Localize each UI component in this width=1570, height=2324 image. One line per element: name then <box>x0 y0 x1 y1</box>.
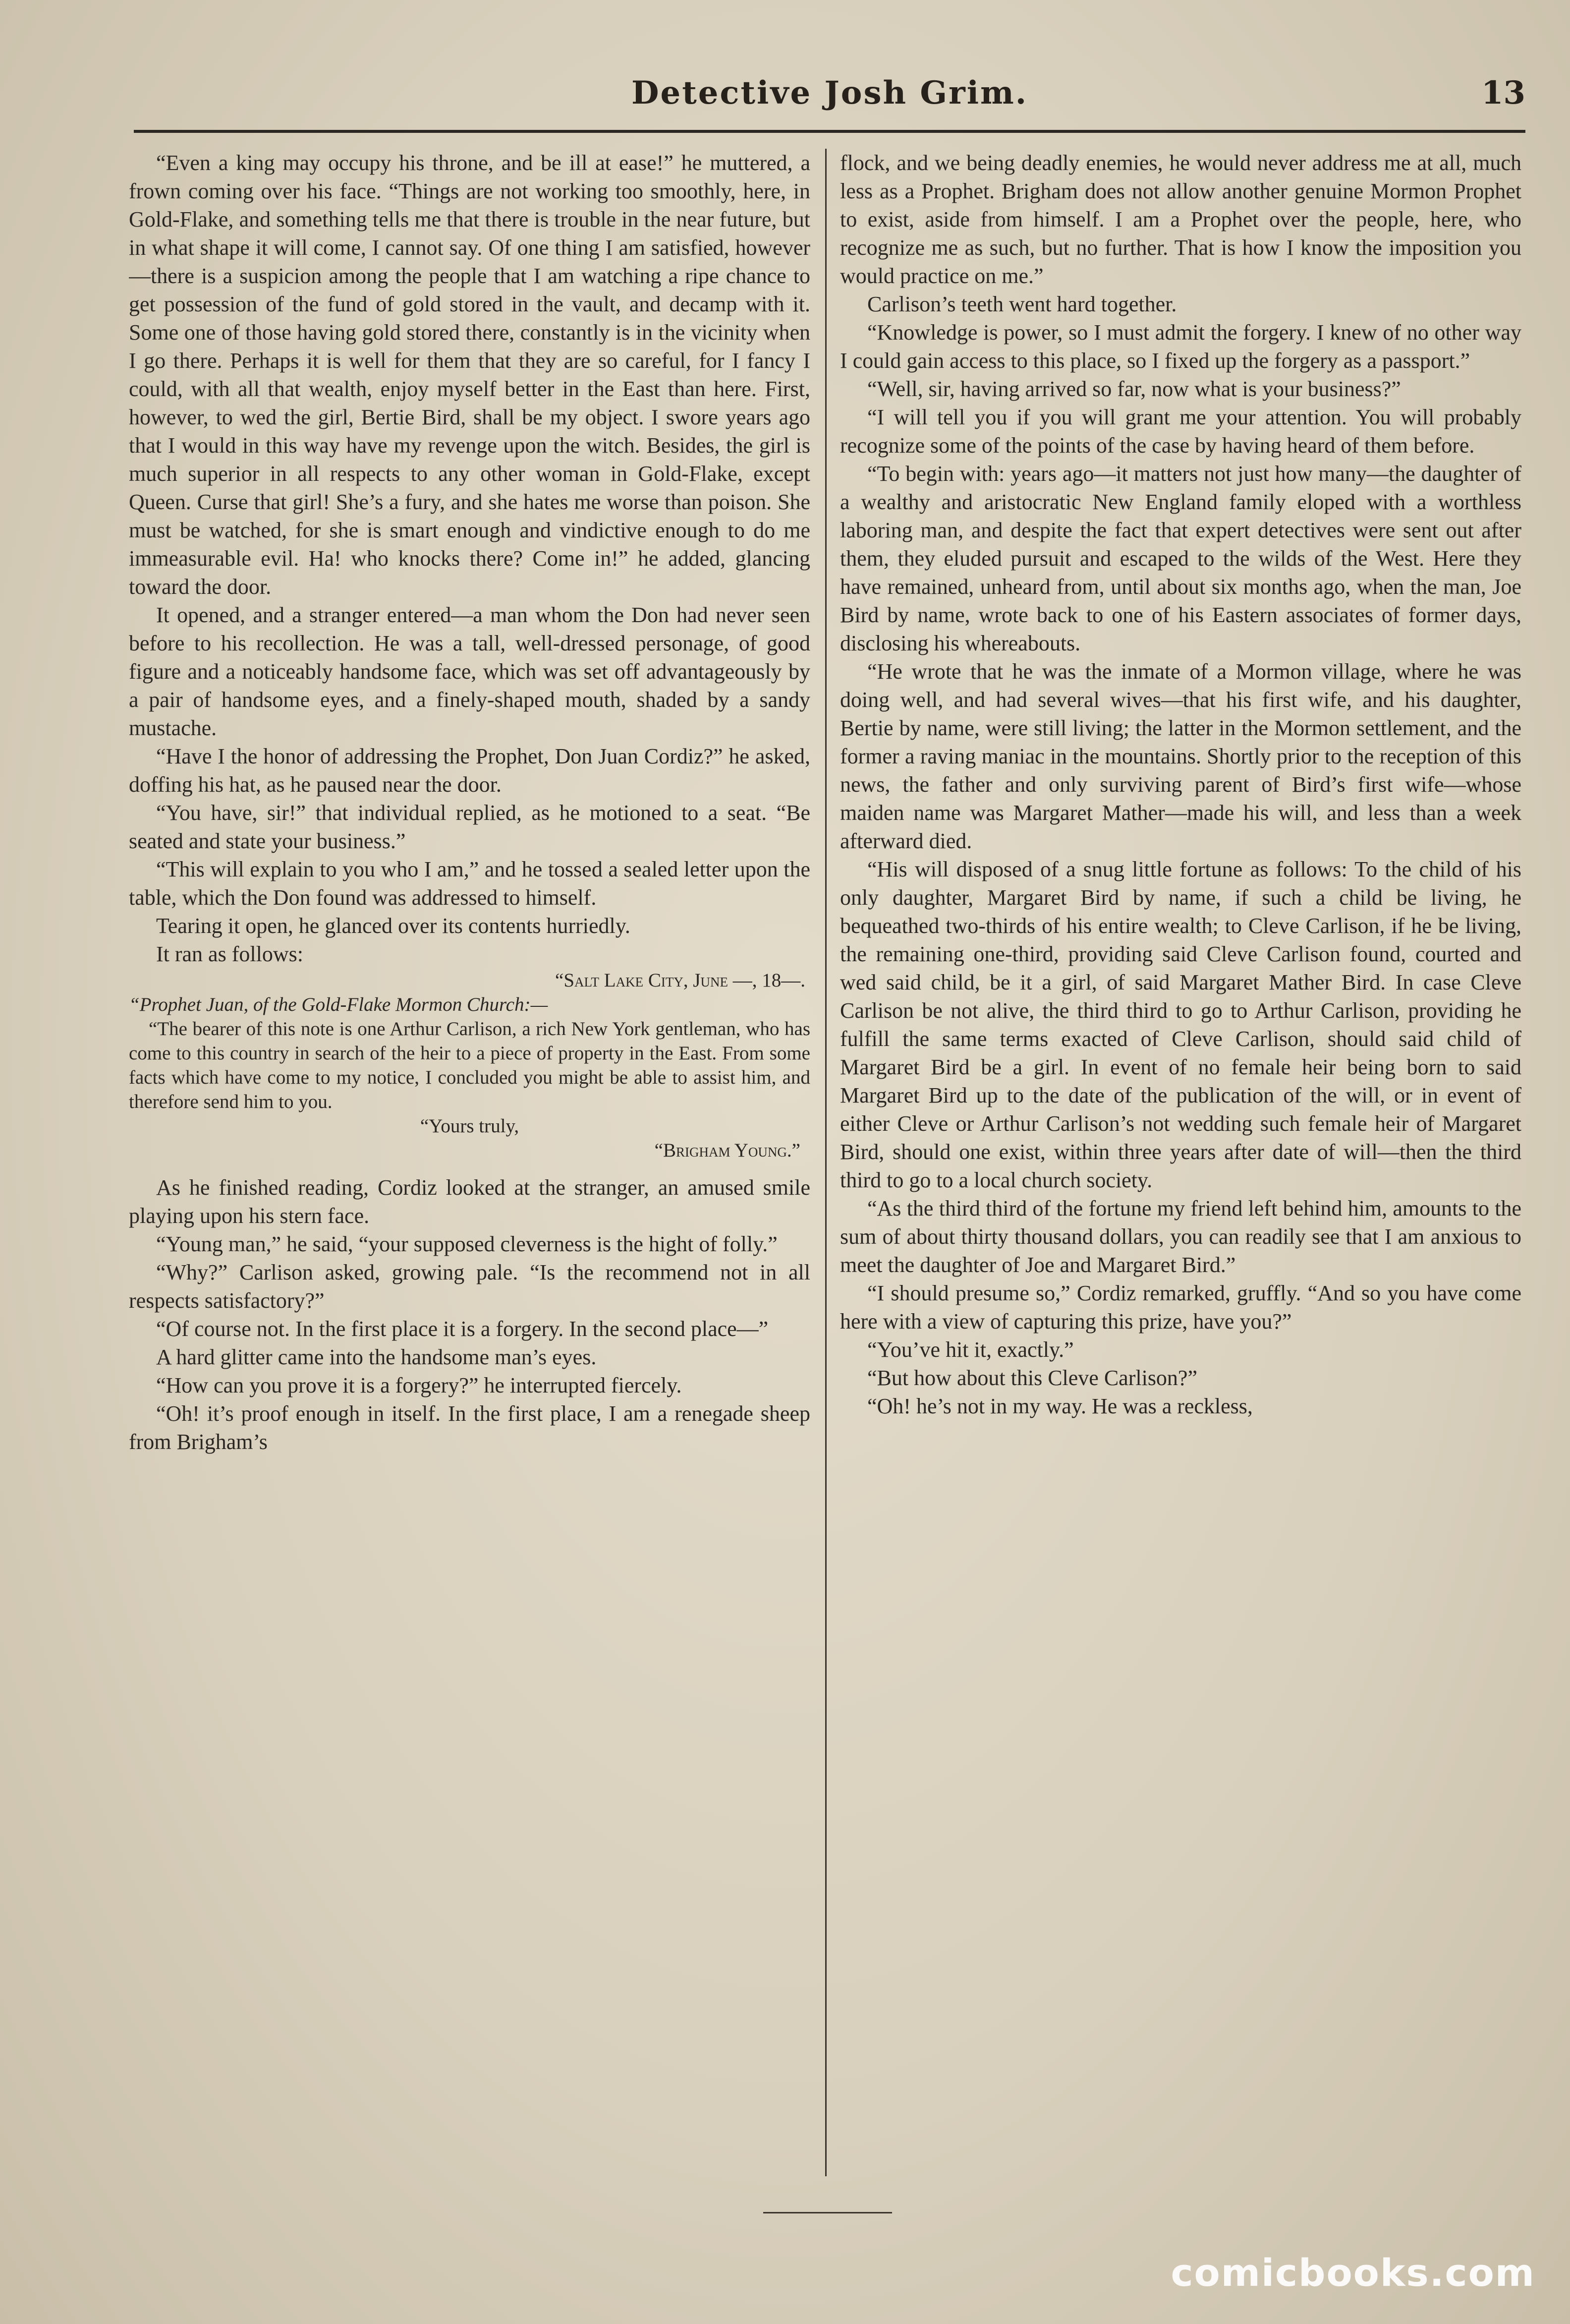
site-watermark: comicbooks.com <box>1171 2251 1535 2295</box>
left-column <box>129 149 810 2201</box>
letter-dateline: “Salt Lake City, June —, 18—. <box>555 970 805 991</box>
paragraph: “Why?” Carlison asked, growing pale. “Is the recommend not in all respects satisfactory?” <box>129 1260 810 1313</box>
page-number: 13 <box>1481 74 1525 112</box>
paragraph: flock, and we being deadly enemies, he would never address me at all, much less as a Prophet. Brigham does not allow another genuine Mormon Prophet to exist, aside from himself. I am a Prophet over the people, here, who recognize me as such, but no further. That is how I know the imposition you would practice on me.” <box>840 151 1521 288</box>
paragraph: Carlison’s teeth went hard together. <box>867 292 1177 316</box>
paragraph: “I should presume so,” Cordiz remarked, gruffly. “And so you have come here with a view of capturing this prize, have you?” <box>840 1281 1521 1334</box>
footer-rule <box>763 2212 892 2213</box>
paragraph: “Knowledge is power, so I must admit the forgery. I knew of no other way I could gain access to this place, so I fixed up the forgery as a passport.” <box>840 320 1521 373</box>
running-title: Detective Josh Grim. <box>631 74 1028 112</box>
paragraph: “Of course not. In the first place it is a forgery. In the second place—” <box>156 1317 769 1341</box>
paragraph: “You have, sir!” that individual replied, as he motioned to a seat. “Be seated and state your business.” <box>129 801 810 853</box>
paragraph: “You’ve hit it, exactly.” <box>867 1337 1074 1362</box>
paragraph: “Young man,” he said, “your supposed cleverness is the hight of folly.” <box>156 1232 778 1256</box>
paragraph: “To begin with: years ago—it matters not just how many—the daughter of a wealthy and aristocratic New England family eloped with a worthless laboring man, and despite the fact that expert detectives were sent out after them, they eluded pursuit and escaped to the wilds of the West. Here they have remained, unheard from, until about six months ago, when the man, Joe Bird by name, wrote back to one of his Eastern associates of former days, disclosing his whereabouts. <box>840 462 1521 655</box>
paragraph: As he finished reading, Cordiz looked at the stranger, an amused smile playing upon his stern face. <box>129 1175 810 1228</box>
paragraph: It opened, and a stranger entered—a man whom the Don had never seen before to his recollection. He was a tall, well-dressed personage, of good figure and a noticeably handsome face, which was set off advantageously by a pair of handsome eyes, and a finely-shaped mouth, shaded by a sandy mustache. <box>129 603 810 740</box>
paragraph: “His will disposed of a snug little fortune as follows: To the child of his only daughter, Margaret Bird by name, if such a child be living, he bequeathed two-thirds of his entire wealth; to Cleve Carlison, if he be living, the remaining one-third, providing said Cleve Carlison found, courted and wed said child, be it a girl, of said Margaret Mather Bird. In case Cleve Carlison be not alive, the third third to go to Arthur Carlison, providing he fulfill the same terms exacted of Cleve Carlison, should said child of Margaret Bird be a girl. In event of no female heir being born to said Margaret Bird up to the date of the publication of the will, or in event of either Cleve or Arthur Carlison’s not wedding such female heir of Margaret Bird, should one exist, within three years after date of will—then the third third to go to a local church society. <box>840 857 1521 1192</box>
paragraph: “Even a king may occupy his throne, and be ill at ease!” he muttered, a frown coming over his face. “Things are not working too smoothly, here, in Gold-Flake, and something tells me that there is trouble in the near future, but in what shape it will come, I cannot say. Of one thing I am satisfied, however—there is a suspicion among the people that I am watching a ripe chance to get possession of the fund of gold stored in the vault, and decamp with it. Some one of those having gold stored there, constantly is in the vicinity when I go there. Perhaps it is well for them that they are so careful, for I fancy I could, with all that wealth, enjoy myself better in the East than here. First, however, to wed the girl, Bertie Bird, shall be my object. I swore years ago that I would in this way have my revenge upon the witch. Besides, the girl is much superior in all respects to any other woman in Gold-Flake, except Queen. Curse that girl! She’s a fury, and she hates me worse than poison. She must be watched, for she is smart enough and vindictive enough to do me immeasurable evil. Ha! who knocks there? Come in!” he added, glancing toward the door. <box>129 151 810 599</box>
paragraph: It ran as follows: <box>156 942 303 966</box>
paragraph: “Oh! he’s not in my way. He was a reckless, <box>867 1394 1253 1418</box>
paragraph: “This will explain to you who I am,” and he tossed a sealed letter upon the table, which the Don found was addressed to himself. <box>129 857 810 910</box>
paragraph: “I will tell you if you will grant me your attention. You will probably recognize some of the points of the case by having heard of them before. <box>840 405 1521 458</box>
paragraph: “But how about this Cleve Carlison?” <box>867 1366 1197 1390</box>
paragraph: “He wrote that he was the inmate of a Mormon village, where he was doing well, and had several wives—that his first wife, and his daughter, Bertie by name, were still living; the latter in the Mormon settlement, and the former a raving maniac in the mountains. Shortly prior to the reception of this news, the father and only surviving parent of Bird’s first wife—whose maiden name was Margaret Mather—made his will, and less than a week afterward died. <box>840 659 1521 853</box>
paragraph: “As the third third of the fortune my friend left behind him, amounts to the sum of about thirty thousand dollars, you can readily see that I am anxious to meet the daughter of Joe and Margaret Bird.” <box>840 1196 1521 1277</box>
letter-closing: “Yours truly, <box>420 1115 519 1137</box>
letter-body: “The bearer of this note is one Arthur Carlison, a rich New York gentleman, who has come to this country in search of the heir to a piece of property in the East. From some facts which have come to my notice, I concluded you might be able to assist him, and therefore send him to you. <box>129 1018 810 1112</box>
paragraph: “How can you prove it is a forgery?” he interrupted fiercely. <box>156 1373 682 1397</box>
header-rule <box>134 130 1525 133</box>
right-column <box>840 149 1521 2201</box>
embedded-letter <box>129 968 810 1162</box>
column-divider <box>825 149 827 2176</box>
paragraph: “Well, sir, having arrived so far, now what is your business?” <box>867 377 1401 401</box>
running-head <box>134 74 1525 129</box>
letter-signature: “Brigham Young.” <box>654 1140 800 1161</box>
letter-salutation: “Prophet Juan, of the Gold-Flake Mormon Church:— <box>129 994 548 1015</box>
paragraph: Tearing it open, he glanced over its contents hurriedly. <box>156 914 630 938</box>
paragraph: “Have I the honor of addressing the Prophet, Don Juan Cordiz?” he asked, doffing his hat, as he paused near the door. <box>129 744 810 797</box>
paragraph: A hard glitter came into the handsome man’s eyes. <box>156 1345 597 1369</box>
paragraph: “Oh! it’s proof enough in itself. In the first place, I am a renegade sheep from Brigham’s <box>129 1401 810 1454</box>
